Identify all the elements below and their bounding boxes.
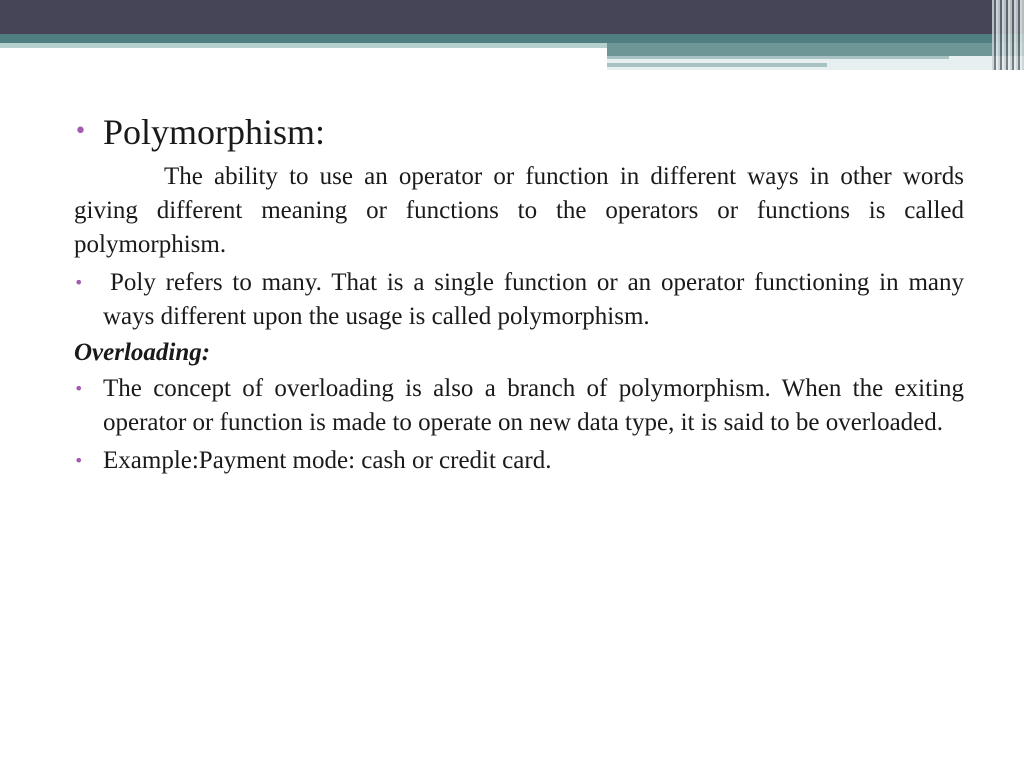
bullet-icon: • [74, 273, 84, 292]
bullet-item [74, 266, 964, 334]
bullet-icon: • [74, 119, 87, 144]
bullet-item [74, 372, 964, 440]
bullet-icon: • [74, 379, 84, 398]
bullet-icon: • [74, 451, 84, 470]
header-band-dark [0, 0, 1024, 34]
header-accent-line [607, 63, 827, 67]
bullet-text: The concept of overloading is also a branch of polymorphism. When the exiting operator or function is made to operate on new data type, it is said to be overloaded. [103, 375, 964, 436]
bullet-item [74, 444, 964, 478]
header-band-light [0, 43, 607, 48]
definition-paragraph: The ability to use an operator or function in different ways in other words giving different meaning or functions to the operators or functions is called polymorphism. [74, 163, 964, 258]
subheading: Overloading: [74, 339, 211, 366]
slide-body [74, 108, 964, 478]
header-accent-block [607, 43, 1024, 56]
header-stripes [992, 0, 1024, 70]
heading-item [74, 108, 964, 156]
header-band-teal [0, 34, 1024, 43]
header-accent-line [607, 56, 949, 59]
bullet-text: Poly refers to many. That is a single function or an operator functioning in many ways different upon the usage is called polymorphism. [103, 269, 964, 330]
slide-heading: Polymorphism: [103, 112, 326, 152]
bullet-text: Example:Payment mode: cash or credit card. [103, 447, 552, 474]
